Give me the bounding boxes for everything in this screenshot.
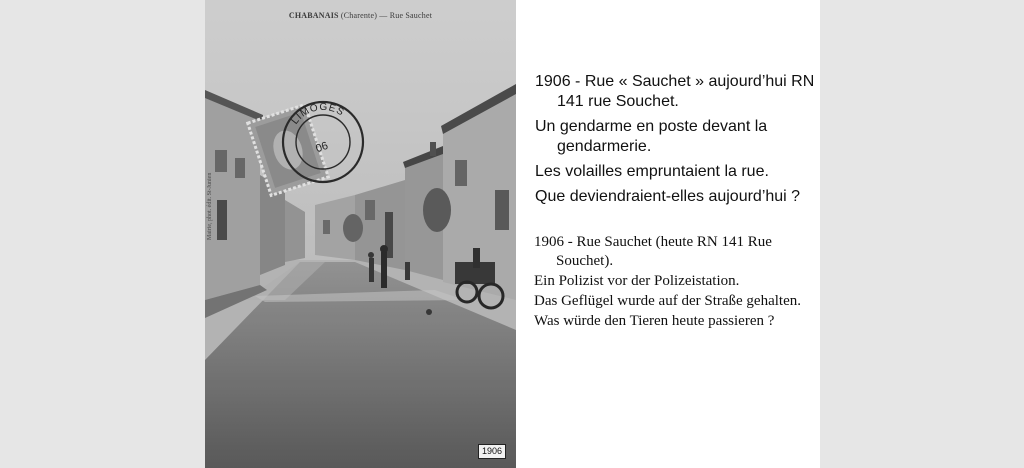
year-badge: 1906 [478,444,506,459]
fr-line-2: Un gendarme en poste devant la gendarmerie. [535,118,768,155]
fr-line-1: 1906 - Rue « Sauchet » aujourd’hui RN 141 rue Souchet. [535,73,815,110]
de-line-3: Das Geflügel wurde auf der Straße gehalten. [534,293,801,309]
caption-place: CHABANAIS [288,11,339,20]
french-description [535,72,820,212]
fr-line-3: Les volailles empruntaient la rue. [535,163,769,180]
svg-text:06: 06 [314,139,330,156]
german-description [534,233,819,332]
postmark-text: LIMOGES [289,101,347,127]
street-scene-illustration [205,0,516,468]
de-line-2: Ein Polizist vor der Polizeistation. [534,273,740,289]
de-line-4: Was würde den Tieren heute passieren ? [534,313,775,329]
caption-separator: — [379,11,388,20]
historic-postcard-photo [205,0,516,468]
fr-line-4: Que deviendraient-elles aujourd’hui ? [535,188,801,205]
de-line-1: 1906 - Rue Sauchet (heute RN 141 Rue Souchet). [534,234,772,269]
caption-dept: (Charente) [340,11,378,20]
publisher-credit: Mairie, phot. édit. St-Junien [207,172,213,240]
photo-caption [205,11,516,20]
caption-street: Rue Sauchet [389,11,433,20]
